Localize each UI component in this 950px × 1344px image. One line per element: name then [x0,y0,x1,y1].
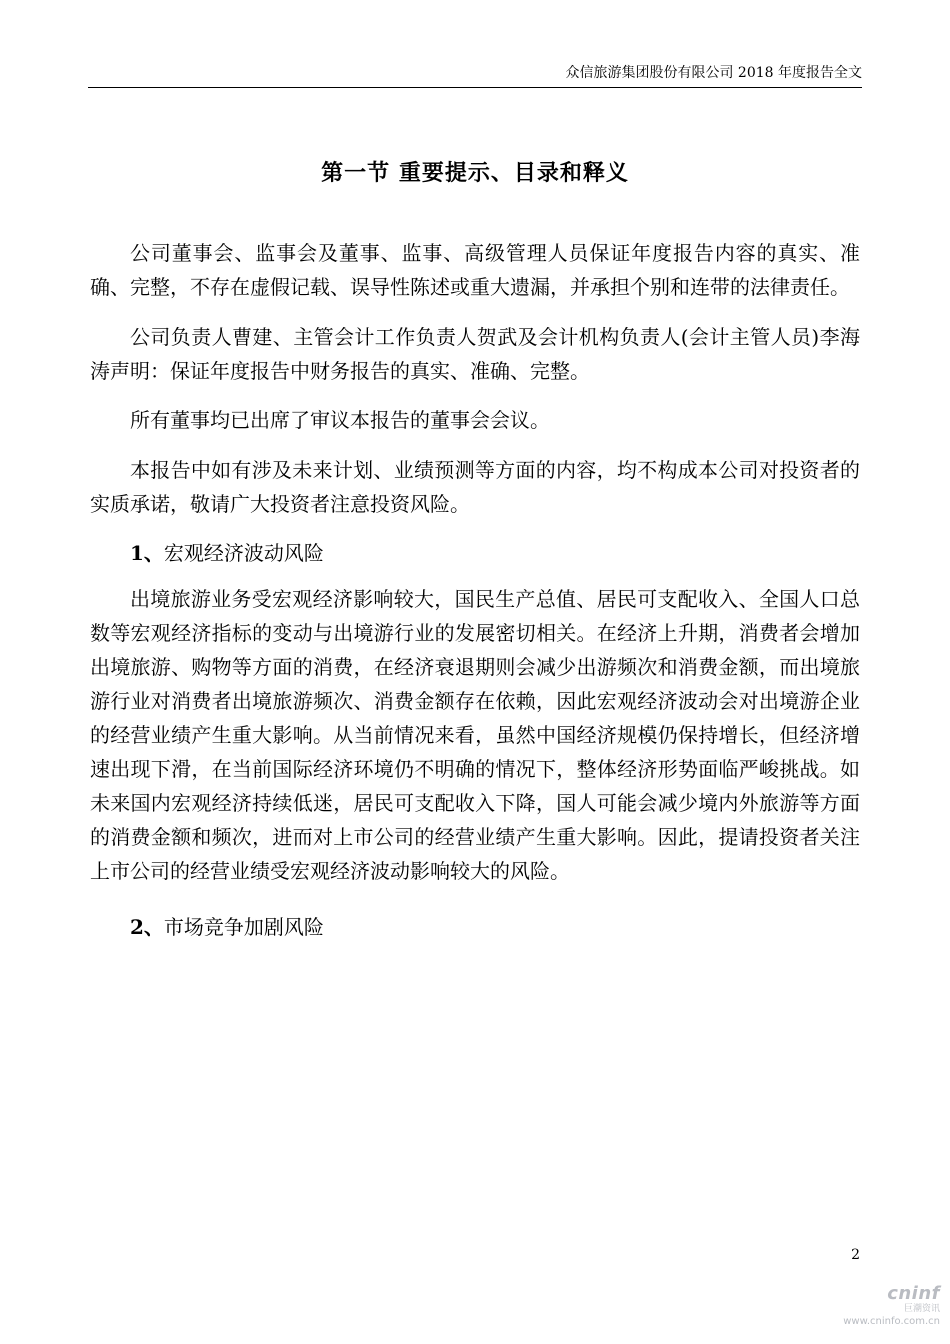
watermark-url: www.cninfo.com.cn [843,1316,940,1327]
document-body [90,236,860,956]
header-divider [88,87,862,88]
risk-heading-competition [90,910,860,944]
risk-title: 宏观经济波动风险 [163,541,324,565]
risk-number: 1、 [130,541,164,565]
report-header-title: 众信旅游集团股份有限公司 2018 年度报告全文 [565,65,862,81]
directors-attendance-paragraph: 所有董事均已出席了审议本报告的董事会会议。 [130,408,550,432]
risk-paragraph-macro: 出境旅游业务受宏观经济影响较大，国民生产总值、居民可支配收入、全国人口总数等宏观经济指标的变动与出境游行业的发展密切相关。在经济上升期，消费者会增加出境旅游、购物等方面的消费，在经济衰退期则会减少出游频次和消费金额，而出境旅游行业对消费者出境旅游频次、消费金额存在依赖，因此宏观经济波动会对出境游企业的经营业绩产生重大影响。从当前情况来看，虽然中国经济规模仍保持增长，但经济增速出现下滑，在当前国际经济环境仍不明确的情况下，整体经济形势面临严峻挑战。如未来国内宏观经济持续低迷，居民可支配收入下降，国人可能会减少境内外旅游等方面的消费金额和频次，进而对上市公司的经营业绩产生重大影响。因此，提请投资者关注上市公司的经营业绩受宏观经济波动影响较大的风险。 [90,587,860,883]
section-title: 第一节 重要提示、目录和释义 [321,160,629,186]
risk-number: 2、 [130,915,164,939]
forward-looking-disclaimer-paragraph: 本报告中如有涉及未来计划、业绩预测等方面的内容，均不构成本公司对投资者的实质承诺，敬请广大投资者注意投资风险。 [90,457,860,516]
board-responsibility-paragraph: 公司董事会、监事会及董事、监事、高级管理人员保证年度报告内容的真实、准确、完整，不存在虚假记载、误导性陈述或重大遗漏，并承担个别和连带的法律责任。 [90,241,860,299]
cninfo-watermark [820,1284,940,1338]
officer-statement-paragraph: 公司负责人曹建、主管会计工作负责人贺武及会计机构负责人(会计主管人员)李海涛声明：保证年度报告中财务报告的真实、准确、完整。 [90,324,860,383]
watermark-brand: cninf [887,1283,940,1304]
risk-title: 市场竞争加剧风险 [163,915,324,939]
watermark-subtitle: 巨潮资讯 [903,1304,940,1314]
risk-heading-macro [90,536,860,570]
page-number: 2 [851,1247,860,1263]
